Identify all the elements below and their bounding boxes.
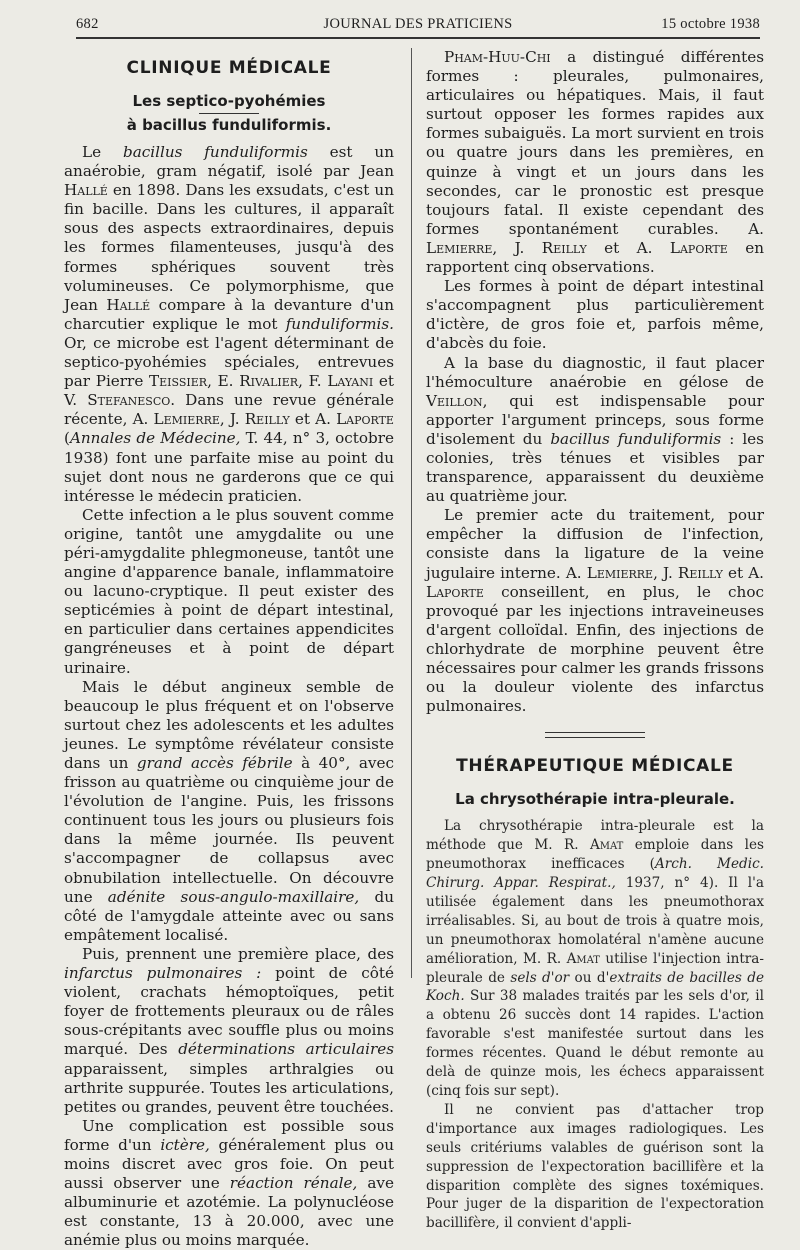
text-run: La chrysothérapie intra-pleurale est la méthode que M. R. — [426, 818, 764, 854]
text-run: point de côté violent, crachats hémoptoïques, petit foyer de frottements pleuraux ou de râles sous-crépitants avec souffle plus ou moins marqué. Des — [64, 964, 394, 1059]
issue-date: 15 octobre 1938 — [661, 16, 760, 32]
text-run: , F. — [298, 372, 328, 391]
text-run: Cette infection a le plus souvent comme origine, tantôt une amygdalite ou une péri-amygdalite phlegmoneuse, tantôt une angine d'apparence banale, inflammatoire ou lacuno-cryptique. Il peut exister des septicémies à point de départ intestinal, en particulier dans certaines appendicites gangréneuses et à point de départ urinaire. — [64, 505, 394, 677]
text-run: ou d' — [569, 969, 610, 986]
text-run: généralement plus ou moins discret avec gros foie. On peut aussi observer une — [64, 1135, 394, 1193]
section-title-clinique: CLINIQUE MÉDICALE — [126, 58, 332, 78]
italic-text: réaction rénale, — [229, 1174, 358, 1193]
author-name: Hallé — [64, 181, 108, 200]
italic-text: Arch. Medic. Chirurg. Appar. Respirat., — [426, 856, 764, 891]
author-name: Laporte — [426, 582, 484, 601]
text-run: , qui est indispensable pour apporter l'argument princeps, sous forme d'isolement du — [426, 391, 764, 448]
journal-title: JOURNAL DES PRATICIENS — [323, 16, 513, 32]
article-body-chrysotherapie — [426, 817, 764, 1233]
text-run: Le — [82, 143, 123, 161]
text-run: et A. — [586, 238, 670, 257]
text-run: , E. — [207, 372, 240, 391]
paragraph — [426, 1101, 764, 1233]
article-title-line2: à bacillus funduliformis. — [126, 116, 332, 134]
text-run: Une complication est possible sous forme d'un — [64, 1116, 394, 1154]
text-run: à 40°, avec frisson au quatrième ou cinquième jour de l'évolution de l'angine. Puis, les frissons continuent tous les jours ou plusieurs fois dans la même journée. Ils peuvent s'accompagner de collapsus avec obnubilation intellectuelle. On découvre une — [64, 754, 394, 906]
author-name: Laporte — [669, 238, 728, 257]
column-divider — [411, 48, 412, 978]
author-name: Rivalier — [239, 372, 299, 391]
article-title-chrysotherapie: La chrysothérapie intra-pleurale. — [455, 790, 735, 809]
italic-text: ictère, — [160, 1135, 210, 1154]
paragraph — [64, 678, 394, 945]
text-run: T. 44, n° 3, octobre 1938) font une parfaite mise au point du sujet dont nous ne garderons que ce qui intéresse le médecin praticien. — [64, 429, 394, 505]
article-title-line1: Les septico-pyohémies — [132, 92, 326, 110]
author-name: Reilly — [541, 238, 587, 257]
italic-text: bacillus funduliformis — [122, 143, 308, 161]
paragraph — [64, 1117, 394, 1250]
text-run: en rapportent cinq observations. — [426, 238, 764, 277]
text-run: Or, ce microbe est l'agent déterminant de septico-pyohémies spéciales, entrevues par Pierre — [64, 333, 394, 391]
author-name: Hallé — [106, 295, 151, 314]
text-run: ave albuminurie et azotémie. La polynucléose est constante, 13 à 20.000, avec une anémie plus ou moins marquée. — [64, 1174, 395, 1250]
text-run: et V. — [64, 372, 395, 410]
article-title-septico — [64, 92, 394, 135]
italic-text: grand accès fébrile — [136, 754, 293, 772]
text-run: Il ne convient pas d'attacher trop d'importance aux images radiologiques. Les seuls critériums valables de guérison sont la suppression de l'expectoration bacillifère et la disparition complète des signes toxémiques. Pour juger de la disparition de l'expectoration bacillifère, il convient d'appli- — [426, 1101, 764, 1232]
text-run: en 1898. Dans les exsudats, c'est un fin bacille. Dans les cultures, il apparaît sous des aspects extraordinaires, depuis les formes filamenteuses, jusqu'à des formes sphériques souvent très volumineuses. Ce polymorphisme, que Jean — [64, 181, 394, 314]
left-column — [64, 48, 394, 1250]
author-name: Lemierre — [426, 238, 493, 257]
text-run: 1937, n° 4). Il l'a utilisée également dans les pneumothorax irréalisables. Si, au bout de trois à quatre mois, un pneumothorax homolatéral n'amène aucune amélioration, M. R. — [426, 875, 764, 967]
text-run: , J. — [653, 563, 678, 582]
italic-text: sels d'or — [510, 969, 570, 986]
text-run: du côté de l'amygdale atteinte avec ou sans empâtement localisé. — [64, 887, 394, 944]
paragraph — [426, 354, 764, 507]
italic-text: adénite sous-angulo-maxillaire, — [107, 887, 360, 906]
title-rule — [199, 113, 259, 114]
italic-text: extraits de bacilles de Koch. — [426, 969, 764, 1005]
text-run: compare à la devanture d'un charcutier explique le mot — [64, 295, 394, 333]
paragraph — [426, 506, 764, 716]
text-run: emploie dans les pneumothorax inefficaces ( — [426, 837, 764, 873]
italic-text: infarctus pulmonaires : — [64, 964, 262, 983]
text-run: Les formes à point de départ intestinal s'accompagnent plus particulièrement d'ictère, de gros foie et, parfois même, d'abcès du foie. — [426, 277, 764, 353]
paragraph — [64, 945, 394, 1117]
paragraph — [426, 817, 764, 1101]
author-name: Laporte — [336, 410, 394, 429]
paragraph — [64, 143, 394, 506]
italic-text: bacillus funduliformis — [550, 429, 722, 448]
author-name: Reilly — [244, 410, 290, 429]
text-run: utilise l'injection intra-pleurale de — [426, 950, 764, 986]
author-name: Veillon — [426, 391, 483, 410]
article-body-septico-continued — [426, 48, 764, 716]
text-run: , J. — [492, 238, 542, 257]
text-run: apparaissent, simples arthralgies ou arthrite suppurée. Toutes les articulations, petites ou grandes, peuvent être touchées. — [64, 1059, 394, 1116]
page-number: 682 — [76, 16, 99, 32]
text-run: conseillent, en plus, le choc provoqué par les injections intraveineuses d'argent colloïdal. Enfin, des injections de chlorhydrate de morphine peuvent être nécessaires pour calmer les grands frissons ou la douleur violente des infarctus pulmonaires. — [426, 582, 764, 716]
text-run: Puis, prennent une première place, des — [82, 944, 394, 963]
section-separator — [545, 732, 645, 738]
author-name: Amat — [589, 837, 624, 854]
paragraph — [64, 506, 394, 678]
text-run: . Dans une revue générale récente, A. — [64, 391, 395, 429]
header-rule — [76, 37, 760, 39]
text-run: est un anaérobie, gram négatif, isolé par Jean — [64, 143, 394, 181]
article-body-septico — [64, 143, 394, 1250]
author-name: Reilly — [677, 563, 723, 582]
text-run: Le premier acte du traitement, pour empêcher la diffusion de l'infection, consiste dans la ligature de la veine jugulaire interne. A. — [426, 506, 764, 582]
text-run: : les colonies, très ténues et visibles par transparence, apparaissent du deuxième au quatrième jour. — [426, 429, 764, 506]
author-name: Pham-Huu-Chi — [444, 48, 551, 66]
text-run: et A. — [289, 410, 337, 429]
right-column — [426, 48, 764, 1233]
italic-text: Annales de Médecine, — [69, 429, 241, 448]
author-name: Lemierre — [153, 410, 220, 429]
author-name: Amat — [566, 950, 600, 967]
text-run: ( — [64, 429, 70, 448]
author-name: Layani — [327, 372, 374, 391]
italic-text: déterminations articulaires — [178, 1040, 394, 1059]
italic-text: funduliformis. — [285, 314, 394, 333]
text-run: Mais le début angineux semble de beaucoup le plus fréquent et on l'observe surtout chez les adolescents et les adultes jeunes. Le symptôme révélateur consiste dans un — [64, 677, 394, 772]
text-run: A la base du diagnostic, il faut placer l'hémoculture anaérobie en gélose de — [426, 353, 764, 391]
paragraph — [426, 48, 764, 277]
running-header — [76, 10, 760, 40]
paragraph — [426, 277, 764, 353]
text-run: Sur 38 malades traités par les sels d'or, il a obtenu 26 succès dont 14 rapides. L'action favorable s'est manifestée surtout dans les formes récentes. Quand le début remonte au delà de quinze mois, les échecs apparaissent (cinq fois sur sept). — [426, 988, 764, 1099]
text-run: a distingué différentes formes : pleurales, pulmonaires, articulaires ou hépatiques. Mais, il faut surtout opposer les formes rapides aux formes subaiguës. La mort survient en trois ou quatre jours dans les premières, en quinze à vingt et un jours dans les secondes, car le pronostic est presque toujours fatal. Il existe cependant des formes spontanément curables. A. — [426, 48, 764, 238]
author-name: Stefanesco — [87, 391, 171, 410]
author-name: Lemierre — [586, 563, 654, 582]
author-name: Teissier — [149, 372, 208, 391]
section-title-therapeutique: THÉRAPEUTIQUE MÉDICALE — [456, 756, 734, 777]
text-run: et A. — [722, 563, 764, 582]
text-run: , J. — [219, 410, 245, 429]
